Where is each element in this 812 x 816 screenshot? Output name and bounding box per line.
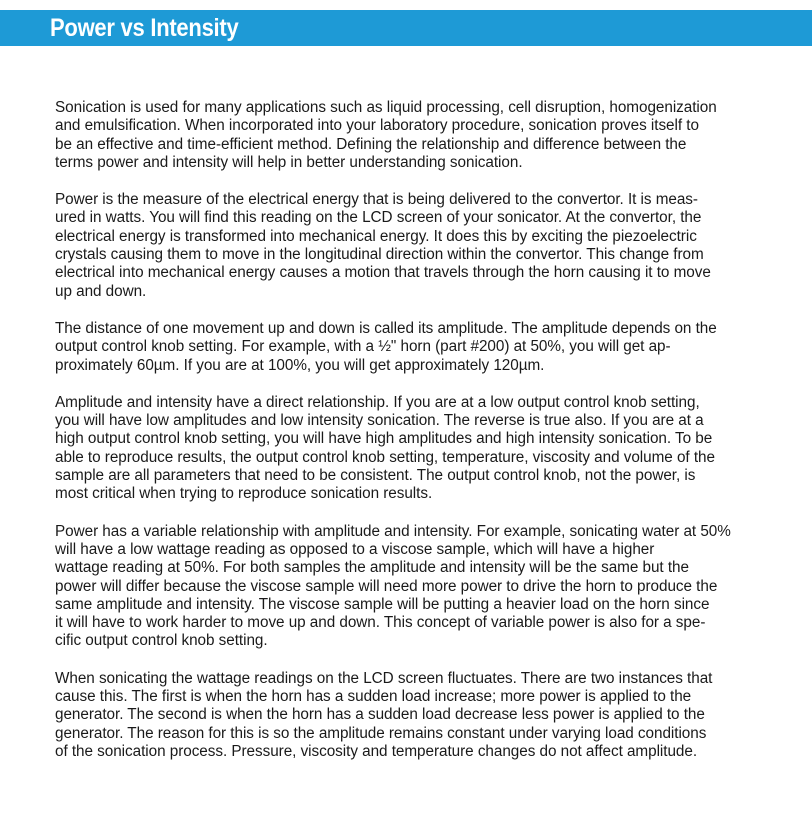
document-body <box>55 99 775 780</box>
paragraph-amplitude: The distance of one movement up and down is called its amplitude. The amplitude depends on the output control knob setting. For example, with a ½" horn (part #200) at 50%, you will get ap- proximately 60µm. If you are at 100%, you will get approximately 120µm. <box>55 319 717 374</box>
page-title: Power vs Intensity <box>50 14 239 42</box>
paragraph-variable-power: Power has a variable relationship with amplitude and intensity. For example, sonicating water at 50% will have a low wattage reading as opposed to a viscose sample, which will have a higher wattage reading at 50%. For both samples the amplitude and intensity will be the same but the power will differ because the viscose sample will need more power to drive the horn to produce the same amplitude and intensity. The viscose sample will be putting a heavier load on the horn since it will have to work harder to move up and down. This concept of variable power is also for a spe- cific output control knob setting. <box>55 522 731 650</box>
paragraph-sonication-intro: Sonication is used for many applications such as liquid processing, cell disruption, homogenization and emulsification. When incorporated into your laboratory procedure, sonication proves itself to be an effective and time-efficient method. Defining the relationship and difference between the terms power and intensity will help in better understanding sonication. <box>55 99 717 171</box>
paragraph-wattage-fluctuation: When sonicating the wattage readings on the LCD screen fluctuates. There are two instances that cause this. The first is when the horn has a sudden load increase; more power is applied to the generator. The second is when the horn has a sudden load decrease less power is applied to the generator. The reason for this is so the amplitude remains constant under varying load conditions of the sonication process. Pressure, viscosity and temperature changes do not affect amplitude. <box>55 669 713 760</box>
paragraph-power-definition: Power is the measure of the electrical energy that is being delivered to the convertor. It is meas- ured in watts. You will find this reading on the LCD screen of your sonicator. At the convertor, the electrical energy is transformed into mechanical energy. It does this by exciting the piezoelectric crystals causing them to move in the longitudinal direction within the convertor. This change from electrical into mechanical energy causes a motion that travels through the horn causing it to move up and down. <box>55 191 711 300</box>
title-banner <box>0 10 812 46</box>
paragraph-amplitude-intensity: Amplitude and intensity have a direct relationship. If you are at a low output control knob setting, you will have low amplitudes and low intensity sonication. The reverse is true also. If you are at a high output control knob setting, you will have high amplitudes and high intensity sonication. To be able to reproduce results, the output control knob setting, temperature, viscosity and volume of the sample are all parameters that need to be consistent. The output control knob, not the power, is most critical when trying to reproduce sonication results. <box>55 393 715 503</box>
